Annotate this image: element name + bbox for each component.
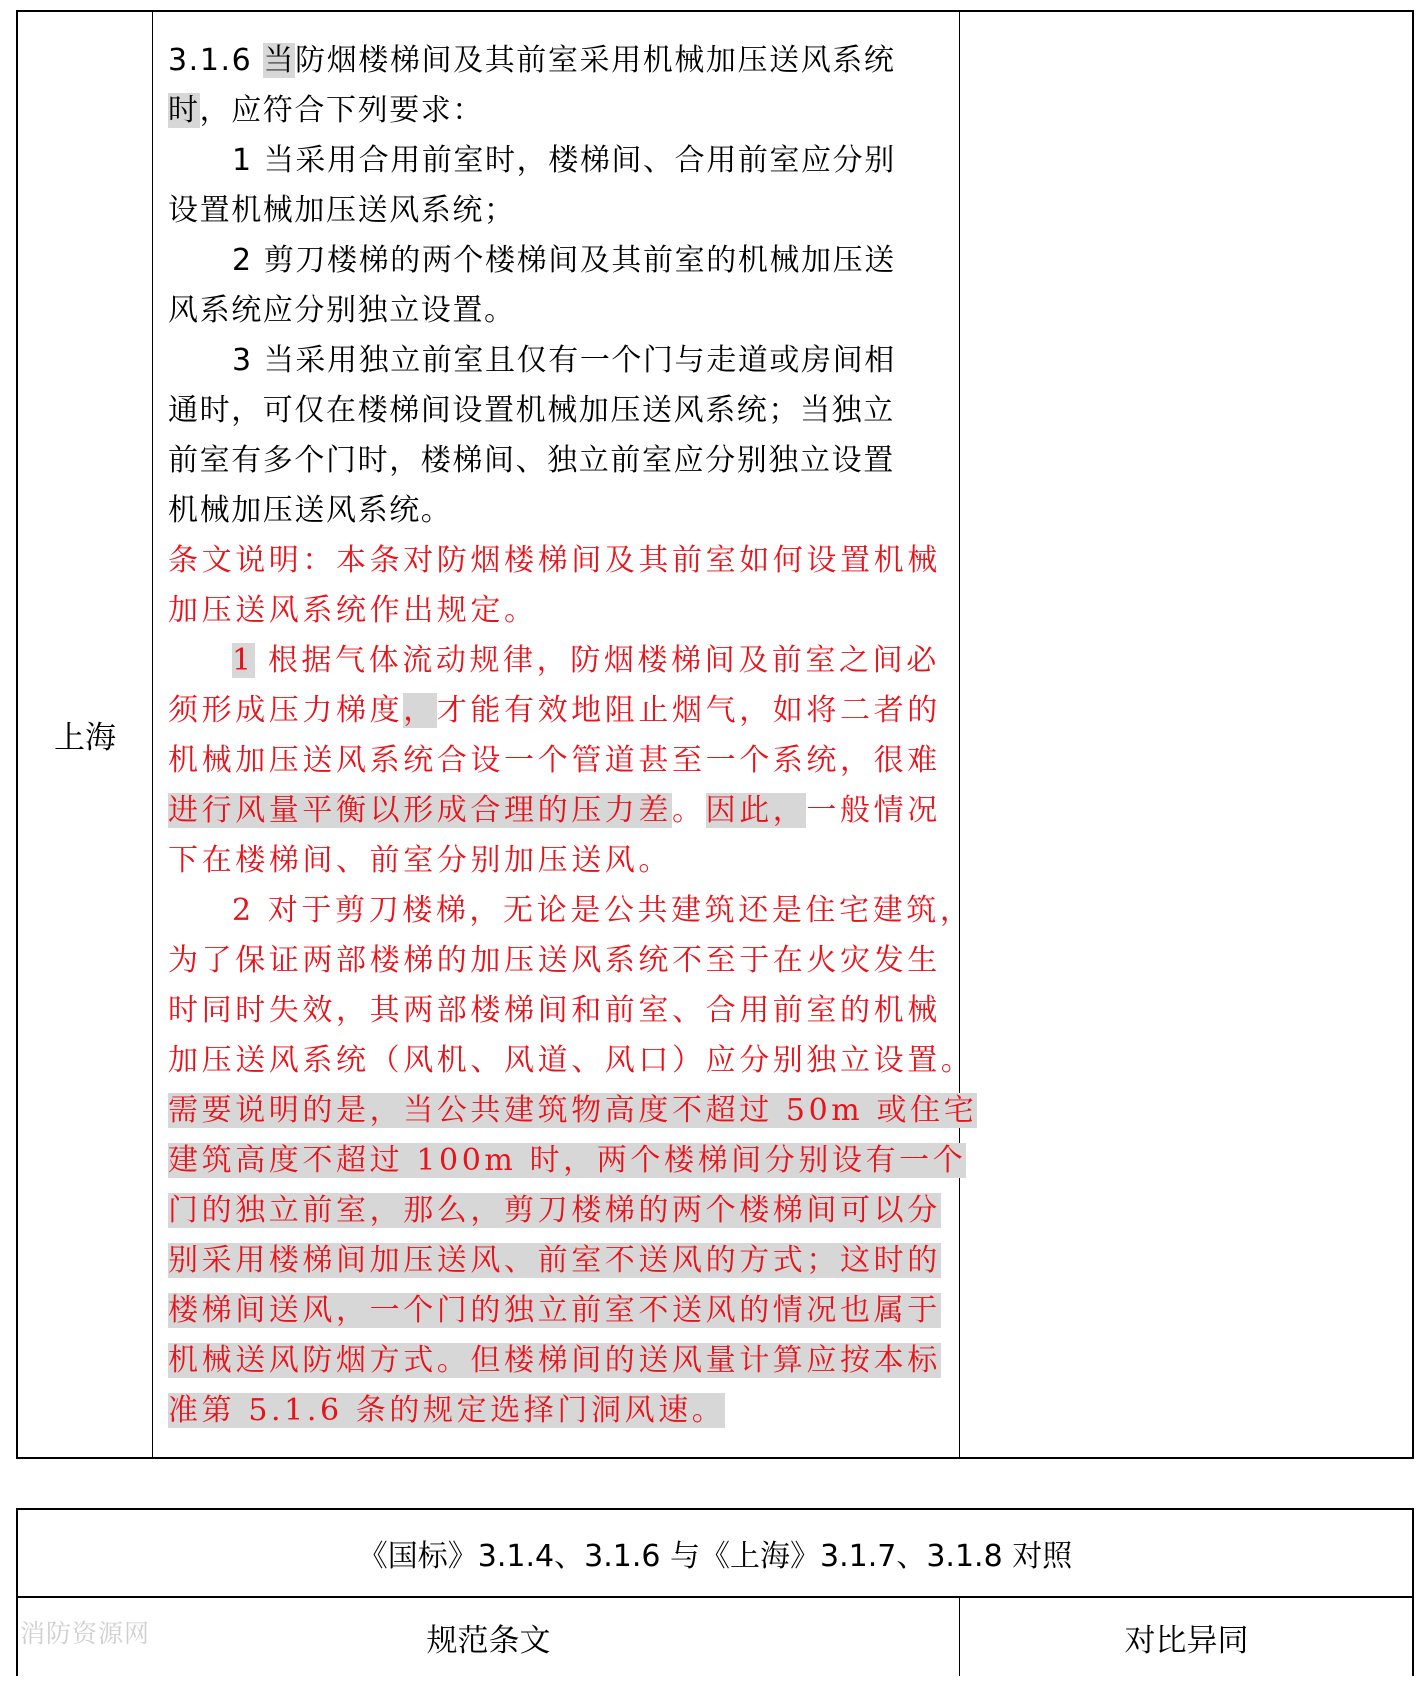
text-segment: 加压送风系统作出规定。 [168,593,538,628]
column-header-clause: 规范条文 [18,1598,960,1676]
text-segment: 机械加压送风系统合设一个管道甚至一个系统，很难 [168,743,941,778]
clause-text-cell [168,36,978,1436]
text-segment: 2 剪刀楼梯的两个楼梯间及其前室的机械加压送 [232,243,896,278]
explanation-line [168,1086,978,1136]
highlighted-text: 别采用楼梯间加压送风、前室不送风的方式；这时的 [168,1243,941,1278]
explanation-line [168,736,952,786]
text-segment: 机械加压送风系统。 [168,493,453,528]
clause-line [168,386,952,436]
explanation-line [168,1336,952,1386]
clause-line [168,236,952,286]
text-segment: 才能有效地阻止烟气，如将二者的 [436,693,941,728]
clause-line [168,336,952,386]
highlighted-text: 时 [168,93,200,128]
text-segment: 2 对于剪刀楼梯，无论是公共建筑还是住宅建筑， [232,893,974,928]
explanation-line [168,786,952,836]
watermark: 消防资源网 [20,1619,151,1648]
column-header-comparison: 对比异同 [1124,1622,1249,1659]
text-segment: 条文说明：本条对防烟楼梯间及其前室如何设置机械 [168,543,941,578]
clause-line [168,86,952,136]
highlighted-text: ， [403,693,437,728]
explanation-line [168,936,952,986]
highlighted-text: 机械送风防烟方式。但楼梯间的送风量计算应按本标 [168,1343,941,1378]
highlighted-text: 门的独立前室，那么，剪刀楼梯的两个楼梯间可以分 [168,1193,941,1228]
comparison-title: 《国标》3.1.4、3.1.6 与《上海》3.1.7、3.1.8 对照 [18,1510,1412,1598]
text-segment: 加压送风系统（风机、风道、风口）应分别独立设置。 [168,1043,975,1078]
explanation-line [168,836,952,886]
highlighted-text: 需要说明的是，当公共建筑物高度不超过 50m 或住宅 [168,1093,978,1128]
highlighted-text: 1 [232,643,255,678]
text-segment: 根据气体流动规律，防烟楼梯间及前室之间必 [254,643,940,678]
highlighted-text: 楼梯间送风，一个门的独立前室不送风的情况也属于 [168,1293,941,1328]
text-segment: 3.1.6 [168,43,264,78]
text-segment: 。 [672,793,706,828]
comparison-header-table [16,1508,1414,1676]
clause-line [168,186,952,236]
clause-line [168,436,952,486]
highlighted-text: 因此， [705,793,807,828]
text-segment: 1 当采用合用前室时，楼梯间、合用前室应分别 [232,143,896,178]
clause-table [16,10,1414,1459]
text-segment: 通时，可仅在楼梯间设置机械加压送风系统；当独立 [168,393,895,428]
highlighted-text: 建筑高度不超过 100m 时，两个楼梯间分别设有一个 [168,1143,967,1178]
explanation-line [168,1136,967,1186]
text-segment: 设置机械加压送风系统； [168,193,516,228]
text-segment: 下在楼梯间、前室分别加压送风。 [168,843,672,878]
text-segment: 一般情况 [806,793,941,828]
explanation-line [168,1386,952,1436]
region-cell: 上海 [54,720,116,756]
explanation-line [168,1286,952,1336]
highlighted-text: 当 [263,43,296,78]
highlighted-text: 准第 5.1.6 条的规定选择门洞风速。 [168,1393,726,1428]
column-divider [959,12,960,1457]
explanation-line [168,1186,952,1236]
explanation-line [168,886,974,936]
clause-line [168,36,952,86]
text-segment: 3 当采用独立前室且仅有一个门与走道或房间相 [232,343,896,378]
highlighted-text: 进行风量平衡以形成合理的压力差 [168,793,672,828]
clause-line [168,286,952,336]
text-segment: 前室有多个门时，楼梯间、独立前室应分别独立设置 [168,443,895,478]
column-divider [152,12,153,1457]
explanation-line [168,686,952,736]
explanation-line [168,1236,952,1286]
text-segment: 时同时失效，其两部楼梯间和前室、合用前室的机械 [168,993,941,1028]
explanation-line [168,1036,975,1086]
clause-line [168,136,952,186]
text-segment: 为了保证两部楼梯的加压送风系统不至于在火灾发生 [168,943,941,978]
explanation-line [168,536,952,586]
explanation-line [168,986,952,1036]
text-segment: 防烟楼梯间及其前室采用机械加压送风系统 [295,43,896,78]
explanation-line [168,636,952,686]
clause-line [168,486,952,536]
text-segment: 须形成压力梯度 [168,693,404,728]
explanation-line [168,586,952,636]
text-segment: 风系统应分别独立设置。 [168,293,516,328]
text-segment: ，应符合下列要求： [199,93,485,128]
